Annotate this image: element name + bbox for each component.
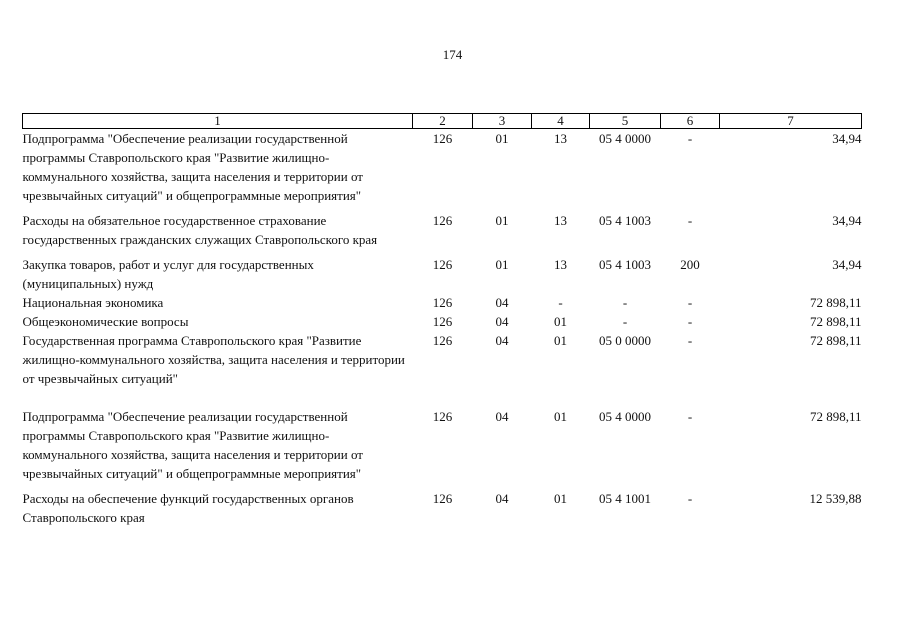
row-code-4: 01 xyxy=(554,333,567,348)
row-code-4: 13 xyxy=(554,131,567,146)
row-code-3: 04 xyxy=(495,333,509,348)
row-code-3: 04 xyxy=(495,295,509,310)
row-code-6: - xyxy=(687,409,693,424)
row-name: Общеэкономические вопросы xyxy=(22,314,189,329)
row-code-6: 200 xyxy=(680,257,700,272)
row-amount: 72 898,11 xyxy=(809,295,862,310)
column-header-6: 6 xyxy=(661,114,720,129)
row-amount: 72 898,11 xyxy=(809,314,862,329)
row-code-3: 04 xyxy=(495,314,509,329)
table-row xyxy=(23,388,862,407)
page-number: 174 xyxy=(442,47,463,62)
row-code-4: 13 xyxy=(554,257,567,272)
row-code-6: - xyxy=(687,295,693,310)
row-code-4: 01 xyxy=(554,409,567,424)
row-amount: 72 898,11 xyxy=(809,409,862,424)
row-code-2: 126 xyxy=(432,131,453,146)
row-code-5: 05 4 0000 xyxy=(599,409,651,424)
row-amount: 34,94 xyxy=(832,213,862,228)
column-header-3: 3 xyxy=(473,114,532,129)
row-code-5: - xyxy=(622,314,628,329)
row-code-2: 126 xyxy=(432,295,453,310)
table-row xyxy=(23,331,862,388)
row-code-6: - xyxy=(687,314,693,329)
table-row xyxy=(23,293,862,312)
row-code-5: - xyxy=(622,295,628,310)
table-row xyxy=(23,407,862,483)
row-code-5: 05 0 0000 xyxy=(599,333,651,348)
row-code-3: 04 xyxy=(495,491,509,506)
table-header-row xyxy=(23,114,862,129)
row-code-6: - xyxy=(687,333,693,348)
row-code-2: 126 xyxy=(432,257,453,272)
row-code-3: 01 xyxy=(495,131,509,146)
row-code-6: - xyxy=(687,491,693,506)
row-code-3: 01 xyxy=(495,257,509,272)
row-name: Расходы на обеспечение функций государственных органов Ставропольского края xyxy=(22,491,354,525)
table-row xyxy=(23,255,862,293)
row-amount: 72 898,11 xyxy=(809,333,862,348)
row-code-5: 05 4 1003 xyxy=(599,213,651,228)
row-code-4: 01 xyxy=(554,491,567,506)
row-code-2: 126 xyxy=(432,409,453,424)
row-amount: 12 539,88 xyxy=(809,491,862,506)
row-name: Закупка товаров, работ и услуг для государственных (муниципальных) нужд xyxy=(22,257,314,291)
row-code-2: 126 xyxy=(432,333,453,348)
table-row xyxy=(23,312,862,331)
row-code-4: 01 xyxy=(554,314,567,329)
budget-table xyxy=(22,113,862,527)
row-amount: 34,94 xyxy=(832,257,862,272)
row-code-4: 13 xyxy=(554,213,567,228)
row-code-4: - xyxy=(558,295,563,310)
row-code-2: 126 xyxy=(432,491,453,506)
column-header-5: 5 xyxy=(590,114,661,129)
table-row xyxy=(23,129,862,206)
row-code-2: 126 xyxy=(432,213,453,228)
row-code-5: 05 4 1003 xyxy=(599,257,651,272)
row-name: Национальная экономика xyxy=(22,295,164,310)
column-header-7: 7 xyxy=(720,114,862,129)
row-code-2: 126 xyxy=(432,314,453,329)
table-row xyxy=(23,489,862,527)
row-name: Государственная программа Ставропольского края "Развитие жилищно-коммунального хозяйства, защита населения и территории от чрезвычайных ситуаций" xyxy=(22,333,405,386)
column-header-1: 1 xyxy=(23,114,413,129)
row-code-3: 01 xyxy=(495,213,509,228)
row-code-6: - xyxy=(687,213,693,228)
row-name: Расходы на обязательное государственное страхование государственных гражданских служащих Ставропольского края xyxy=(22,213,378,247)
row-code-5: 05 4 1001 xyxy=(599,491,651,506)
row-code-3: 04 xyxy=(495,409,509,424)
column-header-4: 4 xyxy=(532,114,590,129)
column-header-2: 2 xyxy=(413,114,473,129)
table-row xyxy=(23,211,862,249)
row-amount: 34,94 xyxy=(832,131,862,146)
row-name: Подпрограмма "Обеспечение реализации государственной программы Ставропольского края "Развитие жилищно-коммунального хозяйства, защита населения и территории от чрезвычайных ситуаций" и общепрограммные мероприятия" xyxy=(22,409,363,481)
row-code-5: 05 4 0000 xyxy=(599,131,651,146)
row-code-6: - xyxy=(687,131,693,146)
row-name: Подпрограмма "Обеспечение реализации государственной программы Ставропольского края "Развитие жилищно-коммунального хозяйства, защита населения и территории от чрезвычайных ситуаций" и общепрограммные мероприятия" xyxy=(22,131,363,203)
